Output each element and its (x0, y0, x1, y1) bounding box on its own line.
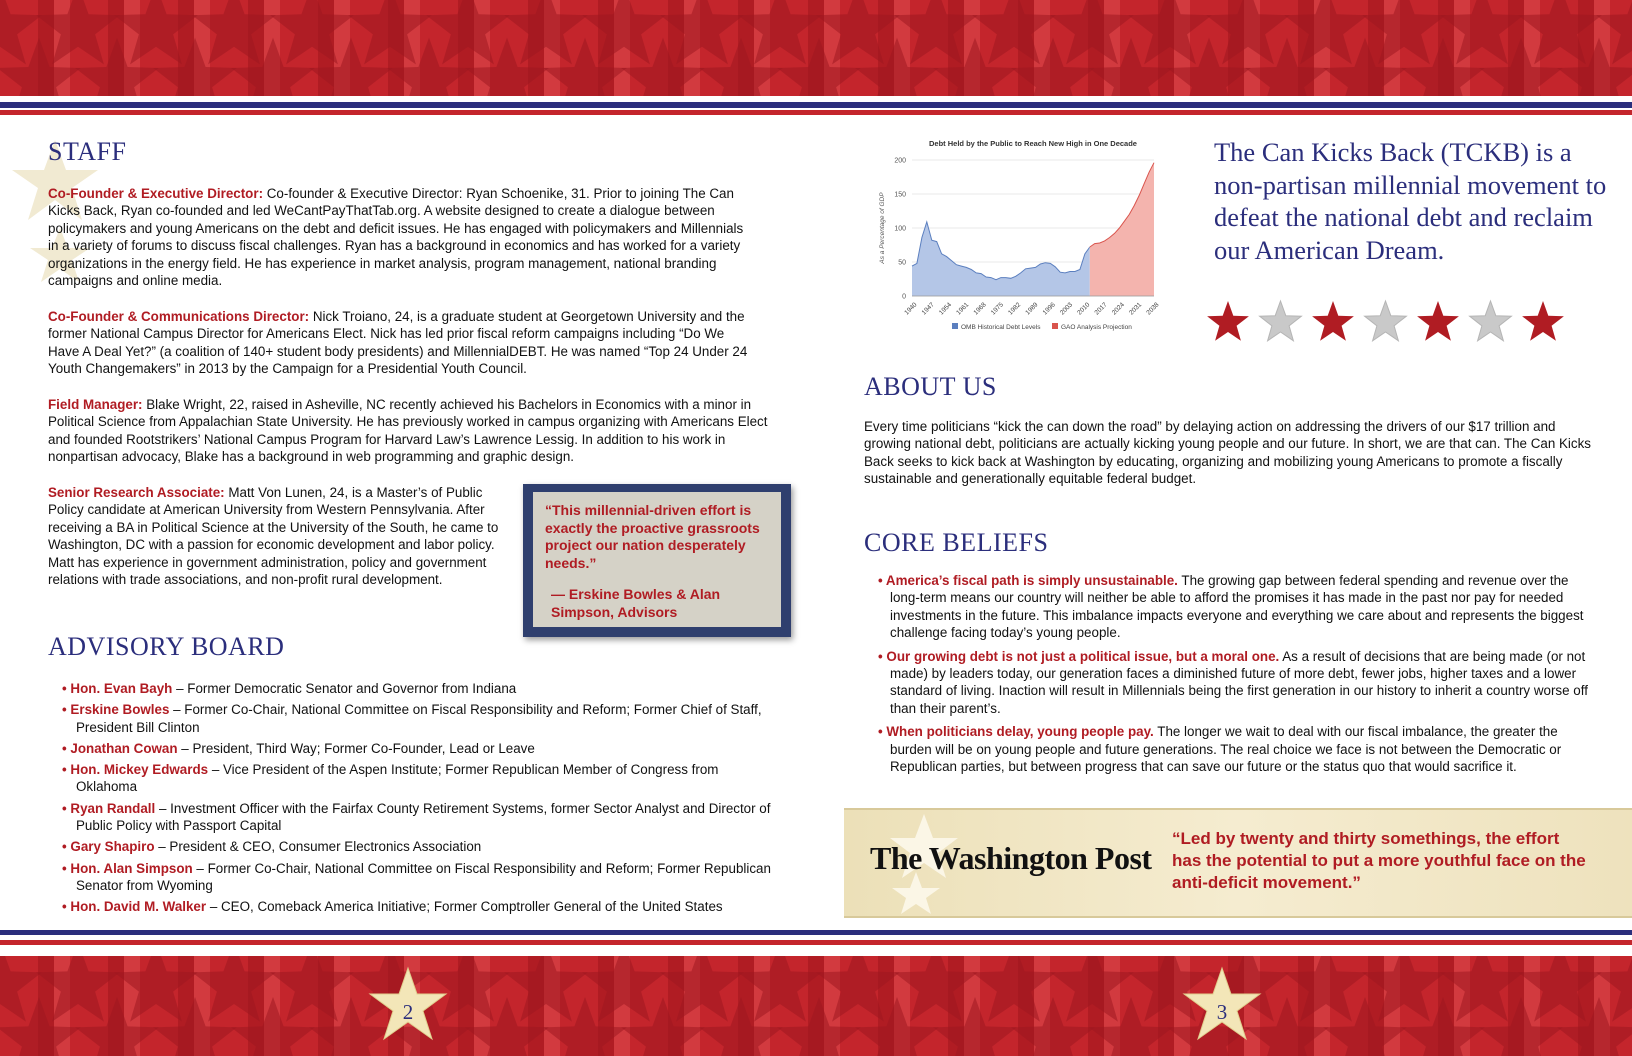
y-tick-label: 0 (902, 293, 906, 301)
chart-title: Debt Held by the Public to Reach New High in One Decade (929, 139, 1137, 148)
band-star-icon (816, 956, 900, 1022)
band-star-icon (114, 0, 198, 64)
band-star-icon (504, 0, 588, 64)
y-tick-label: 150 (894, 191, 906, 199)
advisory-member-desc: – CEO, Comeback America Initiative; Former Comptroller General of the United States (206, 899, 723, 915)
band-star-icon (36, 0, 120, 64)
band-star-icon (348, 0, 432, 64)
band-star-icon (582, 0, 666, 64)
advisory-member-name: Hon. Alan Simpson (70, 860, 193, 876)
silver-star-icon (1470, 301, 1512, 341)
legend-swatch (1052, 323, 1058, 329)
staff-paragraph-3 (48, 396, 773, 466)
band-star-icon (426, 0, 510, 64)
advisory-member-name: Hon. Evan Bayh (70, 681, 173, 696)
legend-label: GAO Analysis Projection (1061, 324, 1132, 331)
band-star-icon (894, 0, 978, 64)
washington-post-logo: The Washington Post (870, 840, 1152, 876)
band-star-icon (1206, 0, 1290, 64)
band-star-pattern (0, 956, 1632, 1056)
staff-bio: Co-founder & Executive Director: Ryan Schoenike, 31. Prior to joining The Can Kicks Back, Ryan co-founded and led WeCantPayThatTab.org. A website designed to create a dialogue between policymakers and young Americans on the debt and deficit issues. He has engaged with policymakers and Millennials in a variety of forums to discuss fiscal challenges. Ryan has a background in economics and has worked for a variety organizations in the energy field. He has experience in market analysis, program management, national branding campaigns and online media. (48, 186, 744, 289)
bullet-dot: • (62, 839, 71, 855)
band-star-icon (1518, 0, 1602, 64)
staff-bio: Matt Von Lunen, 24, is a Master’s of Public Policy candidate at American University from Western Pennsylvania. After receiving a BA in Political Science at the University of the South, he came to Washington, DC with a passion for economic development and labor policy. Matt has experience in government administration, policy and government relations with trade associations, and non-profit rural development. (48, 485, 499, 588)
advisory-member-name: Gary Shapiro (70, 839, 155, 855)
advisory-member (62, 898, 782, 915)
legend-label: OMB Historical Debt Levels (961, 324, 1041, 331)
core-belief-text: The growing gap between federal spending and revenue over the long-term means our country will neither be able to afford the promises it has made in the past nor pay for needed investments in the future. This imbalance impacts everyone and everything we care about and represents the biggest challenge facing today’s young people. (890, 573, 1584, 641)
x-tick-label: 2010 (1076, 301, 1092, 317)
y-tick-label: 50 (898, 259, 906, 267)
band-star-icon (660, 956, 744, 1022)
stripe-red (0, 940, 1632, 945)
advisory-board-list (62, 680, 782, 920)
band-star-icon (1050, 956, 1134, 1022)
band-star-icon (1440, 0, 1524, 64)
debt-chart (862, 136, 1182, 352)
star-rating-row (1206, 298, 1596, 348)
staff-heading: STAFF (48, 137, 127, 166)
band-star-icon (114, 956, 198, 1022)
band-star-icon (270, 956, 354, 1022)
x-tick-label: 1968 (972, 301, 988, 317)
x-tick-label: 2031 (1128, 301, 1144, 317)
band-star-icon (1362, 0, 1446, 64)
advisor-quote-box (523, 484, 791, 637)
advisory-member-desc: – Former Co-Chair, National Committee on Fiscal Responsibility and Reform; Former Chief of Staff, President Bill Clinton (76, 702, 762, 735)
bullet-dot: • (62, 762, 71, 778)
y-tick-label: 200 (894, 157, 906, 165)
advisory-member (62, 680, 782, 697)
core-belief-lead: Our growing debt is not just a political issue, but a moral one. (886, 648, 1280, 664)
x-tick-label: 2017 (1093, 301, 1109, 317)
core-belief-item (878, 723, 1590, 775)
band-star-icon (1518, 956, 1602, 1022)
page-number-left: 2 (402, 1000, 414, 1024)
advisory-member (62, 701, 782, 736)
advisory-heading: ADVISORY BOARD (48, 632, 285, 661)
washington-post-banner (844, 808, 1632, 918)
advisory-member (62, 761, 782, 796)
top-decorative-band (0, 0, 1632, 96)
washington-post-quote: “Led by twenty and thirty somethings, the effort has the potential to put a more youthful face on the anti-deficit movement.” (1172, 829, 1586, 892)
page-number-right: 3 (1216, 1000, 1228, 1024)
core-belief-lead: America’s fiscal path is simply unsustainable. (885, 573, 1178, 588)
about-paragraph: Every time politicians “kick the can down the road” by delaying action on addressing the drivers of our $17 trillion and growing national debt, politicians are actually kicking young people and our future. In short, we are that can. The Can Kicks Back seeks to kick back at Washington by educating, organizing and mobilizing young Americans to promote a fiscally sustainable and generationally equitable federal budget. (864, 419, 1591, 487)
band-star-icon (270, 0, 354, 64)
bullet-dot: • (878, 573, 886, 588)
band-star-icon (972, 0, 1056, 64)
core-belief-lead: When politicians delay, young people pay. (886, 724, 1154, 740)
bullet-dot: • (62, 800, 71, 816)
band-star-icon (1362, 956, 1446, 1022)
bottom-decorative-band (0, 956, 1632, 1056)
silver-star-icon (1260, 301, 1302, 341)
advisory-member-desc: – President & CEO, Consumer Electronics Association (154, 839, 482, 855)
bullet-dot: • (878, 648, 887, 664)
staff-bio: Blake Wright, 22, raised in Asheville, NC recently achieved his Bachelors in Economics with a minor in Political Science from Appalachian State University. He has previously worked in campus organizing with Americans Elect and founded Rootstrikers’ National Campus Program for Harvard Law’s Lawrence Lessig. In addition to his work in nonpartisan advocacy, Blake has a background in web programming and graphic design. (48, 397, 768, 465)
red-star-icon (1522, 301, 1564, 341)
band-star-icon (972, 956, 1056, 1022)
staff-paragraph-1 (48, 185, 748, 289)
band-star-icon (1440, 956, 1524, 1022)
red-star-icon (1417, 301, 1459, 341)
band-star-icon (192, 956, 276, 1022)
x-tick-label: 1975 (989, 301, 1005, 317)
staff-role-label: Co-Founder & Communications Director: (48, 309, 310, 324)
x-tick-label: 1989 (1024, 301, 1040, 317)
band-star-icon (1284, 956, 1368, 1022)
advisory-member (62, 740, 782, 757)
staff-role-label: Field Manager: (48, 397, 143, 412)
core-beliefs-heading: CORE BELIEFS (864, 528, 1049, 557)
advisor-quote-text: “This millennial-driven effort is exactly the proactive grassroots project our nation desperately needs.” (545, 502, 760, 571)
staff-role-label: Co-Founder & Executive Director: (48, 186, 264, 201)
x-tick-label: 1982 (1007, 301, 1023, 317)
band-star-pattern (0, 0, 1632, 96)
band-star-icon (582, 956, 666, 1022)
x-tick-label: 2024 (1110, 301, 1126, 317)
advisory-member-name: Jonathan Cowan (70, 740, 178, 756)
stripe-red (0, 110, 1632, 115)
band-star-icon (738, 0, 822, 64)
advisory-member (62, 800, 782, 835)
x-tick-label: 1954 (937, 301, 954, 317)
stripe-navy (0, 102, 1632, 108)
band-star-icon (1050, 0, 1134, 64)
y-axis-label: As a Percentage of GDP (879, 192, 886, 264)
staff-bio: Nick Troiano, 24, is a graduate student at Georgetown University and the former National Campus Director for Americans Elect. Nick has led prior fiscal reform campaigns including “Do We Have A Deal Yet?” (a coalition of 140+ student body presidents) and MillennialDEBT. He was named “Top 24 Under 24 Youth Changemakers” in 2013 by the Campaign for a Presidential Youth Council. (48, 309, 748, 377)
advisory-member (62, 838, 782, 855)
staff-paragraph-2 (48, 308, 758, 378)
bullet-dot: • (62, 702, 71, 718)
advisory-member-desc: – Vice President of the Aspen Institute; Former Republican Member of Congress from Oklahoma (76, 762, 719, 795)
mission-tagline: The Can Kicks Back (TCKB) is a non-partisan millennial movement to defeat the national debt and reclaim our American Dream. (1214, 137, 1607, 265)
legend-swatch (952, 323, 958, 329)
band-star-icon (36, 956, 120, 1022)
silver-star-icon (1365, 301, 1407, 341)
red-star-icon (1312, 301, 1354, 341)
band-star-icon (1128, 0, 1212, 64)
band-star-icon (894, 956, 978, 1022)
band-star-icon (738, 956, 822, 1022)
band-star-icon (1284, 0, 1368, 64)
staff-role-label: Senior Research Associate: (48, 485, 225, 500)
advisory-member-name: Hon. Mickey Edwards (70, 762, 209, 778)
x-tick-label: 2003 (1058, 301, 1075, 317)
bullet-dot: • (62, 681, 71, 696)
x-tick-label: 2038 (1145, 301, 1161, 317)
advisory-member-desc: – Investment Officer with the Fairfax County Retirement Systems, former Sector Analyst and Director of Public Policy with Passport Capital (76, 800, 771, 834)
advisory-member-name: Ryan Randall (70, 800, 156, 816)
advisory-member-desc: – President, Third Way; Former Co-Founder, Lead or Leave (177, 740, 535, 756)
band-star-icon (192, 0, 276, 64)
about-heading: ABOUT US (864, 372, 997, 401)
advisory-member-name: Erskine Bowles (70, 702, 170, 718)
bullet-dot: • (62, 860, 71, 876)
red-star-icon (1207, 301, 1249, 341)
bullet-dot: • (62, 899, 71, 915)
core-belief-item (878, 572, 1590, 642)
core-belief-text: As a result of decisions that are being made (or not made) by leaders today, our generation faces a diminished future of more debt, fewer jobs, higher taxes and a lower standard of living. Inaction will result in Millennials being the first generation in our history to inherit a country worse off than their parent’s. (890, 648, 1588, 716)
advisory-member (62, 860, 782, 895)
core-beliefs-list (878, 572, 1590, 781)
band-star-icon (504, 956, 588, 1022)
bullet-dot: • (878, 724, 887, 740)
core-belief-item (878, 648, 1590, 718)
stripe-navy (0, 930, 1632, 935)
advisor-quote-attribution: — Erskine Bowles & Alan Simpson, Advisors (551, 586, 721, 620)
advisory-member-name: Hon. David M. Walker (70, 899, 207, 915)
band-star-icon (660, 0, 744, 64)
x-tick-label: 1961 (955, 301, 971, 317)
x-tick-label: 1947 (920, 301, 936, 317)
advisory-member-desc: – Former Co-Chair, National Committee on Fiscal Responsibility and Reform; Former Republican Senator from Wyoming (76, 860, 771, 893)
core-belief-text: The longer we wait to deal with our fiscal imbalance, the greater the burden will be on young people and future generations. The real choice we face is not between the Democratic or Republican parties, but between progress that can save our future or the status quo that would sacrifice it. (890, 724, 1562, 775)
x-tick-label: 1996 (1041, 301, 1057, 317)
band-star-icon (816, 0, 900, 64)
advisory-member-desc: – Former Democratic Senator and Governor from Indiana (172, 681, 517, 696)
series-area-historical (912, 222, 1090, 296)
y-tick-label: 100 (894, 225, 906, 233)
x-tick-label: 1940 (903, 301, 919, 317)
bullet-dot: • (62, 740, 71, 756)
staff-paragraph-4 (48, 484, 510, 588)
